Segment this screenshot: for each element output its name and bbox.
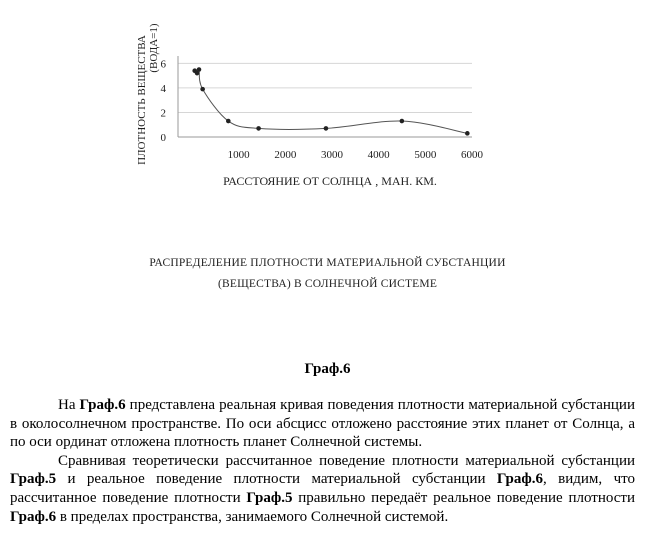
- paragraph-2: [10, 452, 635, 526]
- y-tick-label: 6: [160, 58, 166, 71]
- y-tick-label: 0: [160, 132, 166, 144]
- x-tick-label: 1000: [227, 149, 250, 161]
- chart-title-line-2: (ВЕЩЕСТВА) В СОЛНЕЧНОЙ СИСТЕМЕ: [217, 278, 438, 290]
- graph-reference: Граф.5: [10, 471, 57, 488]
- data-point: [197, 67, 202, 72]
- paragraph-1: [10, 396, 635, 452]
- text-run: На: [58, 397, 80, 413]
- data-point: [465, 131, 470, 136]
- x-tick-label: 2000: [274, 149, 297, 161]
- y-tick-label: 2: [160, 107, 166, 120]
- graph-reference: Граф.6: [79, 397, 126, 413]
- data-point: [324, 126, 329, 131]
- density-chart: [0, 0, 655, 200]
- chart-series: [192, 67, 469, 135]
- data-point: [226, 119, 231, 124]
- graph-label: Граф.6: [304, 361, 351, 377]
- data-point: [400, 119, 405, 124]
- data-point: [256, 126, 261, 131]
- series-line: [195, 69, 468, 133]
- x-tick-label: 3000: [321, 149, 343, 161]
- y-tick-label: 4: [160, 82, 166, 95]
- text-run: представлена реальная кривая поведения плотности материальной субстанции в околосолнечном пространстве. По оси абсцисс отложено расстояние этих планет от Солнца, а по оси ординат отложена плотность планет Солнечной системы.: [10, 397, 635, 451]
- text-run: и реальное поведение плотности материальной субстанции: [56, 471, 497, 488]
- chart-labels: [136, 23, 437, 188]
- text-run: в пределах пространства, занимаемого Солнечной системой.: [56, 508, 449, 525]
- graph-reference: Граф.6: [10, 508, 57, 525]
- x-tick-label: 5000: [414, 149, 437, 161]
- body-text: [10, 396, 635, 526]
- text-run: , видим, что рассчитанное поведение плотности: [10, 471, 635, 506]
- graph-reference: Граф.6: [496, 471, 543, 488]
- text-run: правильно передаёт реальное поведение плотности: [292, 489, 636, 506]
- x-axis-label: РАССТОЯНИЕ ОТ СОЛНЦА , МАН. КМ.: [223, 174, 437, 188]
- chart-title-line-1: РАСПРЕДЕЛЕНИЕ ПЛОТНОСТИ МАТЕРИАЛЬНОЙ СУБСТАНЦИИ: [149, 257, 506, 269]
- x-tick-label: 4000: [367, 149, 390, 161]
- x-tick-label: 6000: [461, 149, 483, 161]
- data-point: [200, 87, 205, 92]
- chart-axes: [161, 56, 484, 161]
- y-axis-label-sub: (ВОДА=1): [148, 23, 160, 73]
- graph-reference: Граф.5: [246, 489, 293, 506]
- y-axis-label: ПЛОТНОСТЬ ВЕЩЕСТВА: [136, 35, 148, 165]
- chart-grid: [178, 63, 472, 112]
- text-run: Сравнивая теоретически рассчитанное поведение плотности материальной субстанции: [58, 452, 635, 469]
